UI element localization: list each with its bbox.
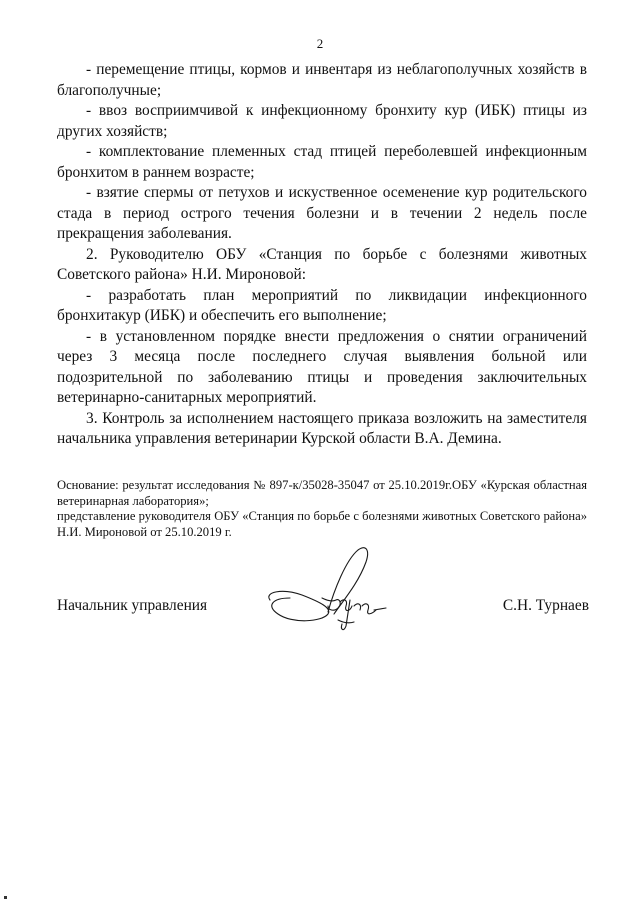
- paragraph: - разработать план мероприятий по ликвидации инфекционного бронхитакур (ИБК) и обеспечить его выполнение;: [57, 286, 587, 324]
- paragraph: - комплектование племенных стад птицей переболевшей инфекционным бронхитом в раннем возрасте;: [57, 143, 587, 181]
- basis-line: Основание: результат исследования № 897-к/35028-35047 от 25.10.2019г.ОБУ «Курская областная ветеринарная лаборатория»;: [57, 478, 587, 508]
- handwritten-signature: [262, 540, 402, 650]
- paragraph: 3. Контроль за исполнением настоящего приказа возложить на заместителя начальника управления ветеринарии Курской области В.А. Демина.: [57, 409, 587, 447]
- signatory-title: Начальник управления: [57, 597, 208, 614]
- order-body: [57, 60, 587, 450]
- page-number: 2: [316, 36, 324, 51]
- paragraph: - в установленном порядке внести предложения о снятии ограничений через 3 месяца после последнего случая выявления больной или подозрительной по заболеванию птицы и проведения заключительных ветеринарно-санитарных мероприятий.: [57, 327, 587, 406]
- signatory-name: С.Н. Турнаев: [502, 597, 589, 614]
- paragraph: 2. Руководителю ОБУ «Станция по борьбе с болезнями животных Советского района» Н.И. Мироновой:: [57, 245, 587, 283]
- paragraph: - ввоз восприимчивой к инфекционному бронхиту кур (ИБК) птицы из других хозяйств;: [57, 102, 587, 140]
- paragraph: - взятие спермы от петухов и искуственное осеменение кур родительского стада в период острого течения болезни и в течении 2 недель после прекращения заболевания.: [57, 184, 587, 242]
- paragraph: - перемещение птицы, кормов и инвентаря из неблагополучных хозяйств в благополучные;: [57, 61, 587, 99]
- basis-note: [57, 478, 587, 540]
- scan-mark: [4, 896, 7, 899]
- basis-line: представление руководителя ОБУ «Станция по борьбе с болезнями животных Советского района» Н.И. Мироновой от 25.10.2019 г.: [57, 509, 587, 539]
